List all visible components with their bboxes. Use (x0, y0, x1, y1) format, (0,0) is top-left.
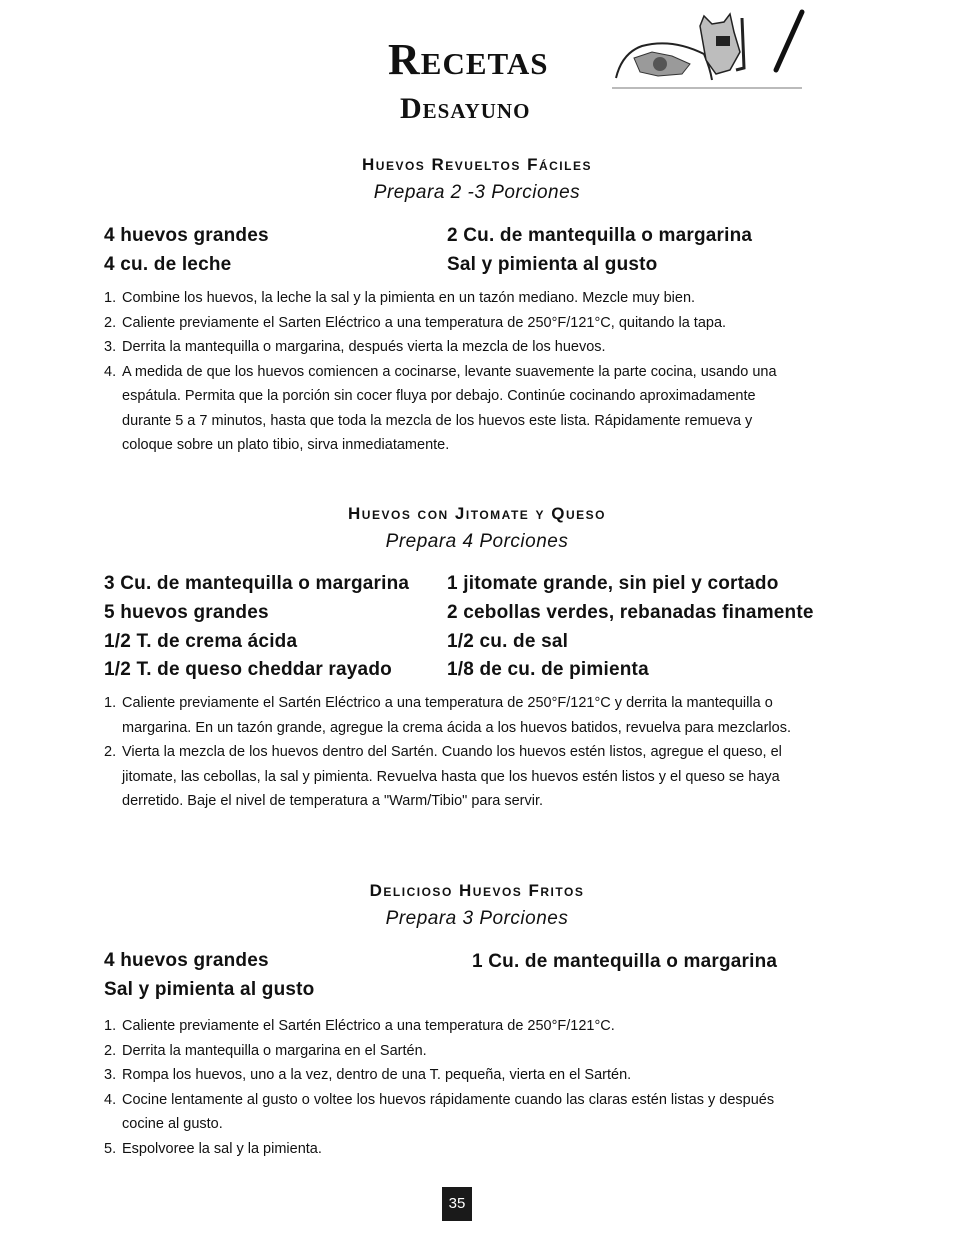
ingredient: Sal y pimienta al gusto (104, 979, 315, 1000)
recipe-title: Huevos Revueltos Fáciles (362, 155, 592, 174)
step-text: Caliente previamente el Sarten Eléctrico a una temperatura de 250°F/121°C, quitando la tapa. (122, 314, 727, 331)
ingredient: 1/8 de cu. de pimienta (447, 659, 649, 680)
step-number: 2. (104, 744, 117, 760)
step-number: 4. (104, 363, 117, 380)
page-subtitle: Desayuno (400, 92, 531, 125)
recipe-step (104, 286, 804, 311)
ingredient: 1/2 T. de queso cheddar rayado (104, 659, 392, 680)
recipe-step (104, 311, 804, 336)
ingredient: 3 Cu. de mantequilla o margarina (104, 573, 410, 594)
step-text: Caliente previamente el Sartén Eléctrico a una temperatura de 250°F/121°C y derrita la mantequilla o margarina. En un tazón grande, agregue la crema ácida a los huevos batidos, revuelva para mezclarlos. (122, 695, 791, 736)
recipe-servings: Prepara 4 Porciones (385, 531, 569, 552)
ingredient: 2 Cu. de mantequilla o margarina (447, 225, 753, 246)
step-number: 2. (104, 314, 117, 331)
recipe-step (104, 1063, 804, 1088)
ingredient: 1 jitomate grande, sin piel y cortado (447, 573, 779, 594)
ingredient: 1 Cu. de mantequilla o margarina (472, 951, 778, 972)
step-text: Vierta la mezcla de los huevos dentro del Sartén. Cuando los huevos estén listos, agregue el queso, el jitomate, las cebollas, la sal y pimienta. Revuelva hasta que los huevos estén listos y el queso se haya derretido. Baje el nivel de temperatura a "Warm/Tibio" para servir. (122, 744, 782, 809)
step-text: Caliente previamente el Sartén Eléctrico a una temperatura de 250°F/121°C. (122, 1018, 615, 1034)
step-number: 2. (104, 1042, 117, 1059)
ingredient: 1/2 T. de crema ácida (104, 631, 298, 652)
step-number: 1. (104, 290, 117, 306)
step-number: 4. (104, 1091, 117, 1108)
breakfast-illustration-icon (612, 8, 812, 92)
recipe-step (104, 740, 804, 814)
recipe-steps (104, 1014, 804, 1161)
recipe-step (104, 1014, 804, 1039)
step-number: 1. (104, 695, 117, 711)
recipe-steps (104, 286, 804, 458)
ingredient: 4 huevos grandes (104, 950, 269, 971)
step-number: 3. (104, 339, 117, 355)
step-text: Derrita la mantequilla o margarina en el Sartén. (122, 1042, 427, 1059)
recipe-step (104, 691, 804, 740)
page-number: 35 (442, 1187, 472, 1221)
recipe-title: Huevos con Jitomate y Queso (348, 504, 606, 523)
recipe-servings: Prepara 3 Porciones (385, 908, 569, 929)
step-text: Cocine lentamente al gusto o voltee los huevos rápidamente cuando las claras estén listas y después cocine al gusto. (122, 1091, 775, 1132)
ingredient: 5 huevos grandes (104, 602, 269, 623)
recipe-step (104, 360, 804, 458)
ingredient: 1/2 cu. de sal (447, 631, 569, 652)
step-number: 5. (104, 1140, 117, 1157)
recipe-step (104, 335, 804, 360)
step-text: Rompa los huevos, uno a la vez, dentro de una T. pequeña, vierta en el Sartén. (122, 1067, 632, 1083)
recipe-step (104, 1088, 804, 1137)
recipe-steps (104, 691, 804, 814)
recipe-step (104, 1039, 804, 1064)
step-number: 3. (104, 1067, 117, 1083)
ingredient: 4 huevos grandes (104, 225, 269, 246)
recipe-title: Delicioso Huevos Fritos (369, 881, 585, 900)
step-text: Espolvoree la sal y la pimienta. (122, 1140, 322, 1157)
step-text: Combine los huevos, la leche la sal y la pimienta en un tazón mediano. Mezcle muy bien. (122, 290, 696, 306)
step-text: Derrita la mantequilla o margarina, después vierta la mezcla de los huevos. (122, 339, 606, 355)
recipe-servings: Prepara 2 -3 Porciones (373, 182, 581, 203)
ingredient: 2 cebollas verdes, rebanadas finamente (447, 602, 814, 623)
step-text: A medida de que los huevos comiencen a cocinarse, levante suavemente la parte cocina, usando una espátula. Permita que la porción sin cocer fluya por debajo. Continúe cocinando aproximadamente durante 5 a 7 minutos, hasta que toda la mezcla de los huevos este lista. Rápidamente remueva y coloque sobre un plato tibio, sirva inmediatamente. (122, 363, 777, 453)
ingredient: Sal y pimienta al gusto (447, 254, 658, 275)
ingredient: 4 cu. de leche (104, 254, 232, 275)
recipe-step (104, 1137, 804, 1162)
page-title: Recetas (388, 35, 549, 84)
step-number: 1. (104, 1018, 117, 1034)
